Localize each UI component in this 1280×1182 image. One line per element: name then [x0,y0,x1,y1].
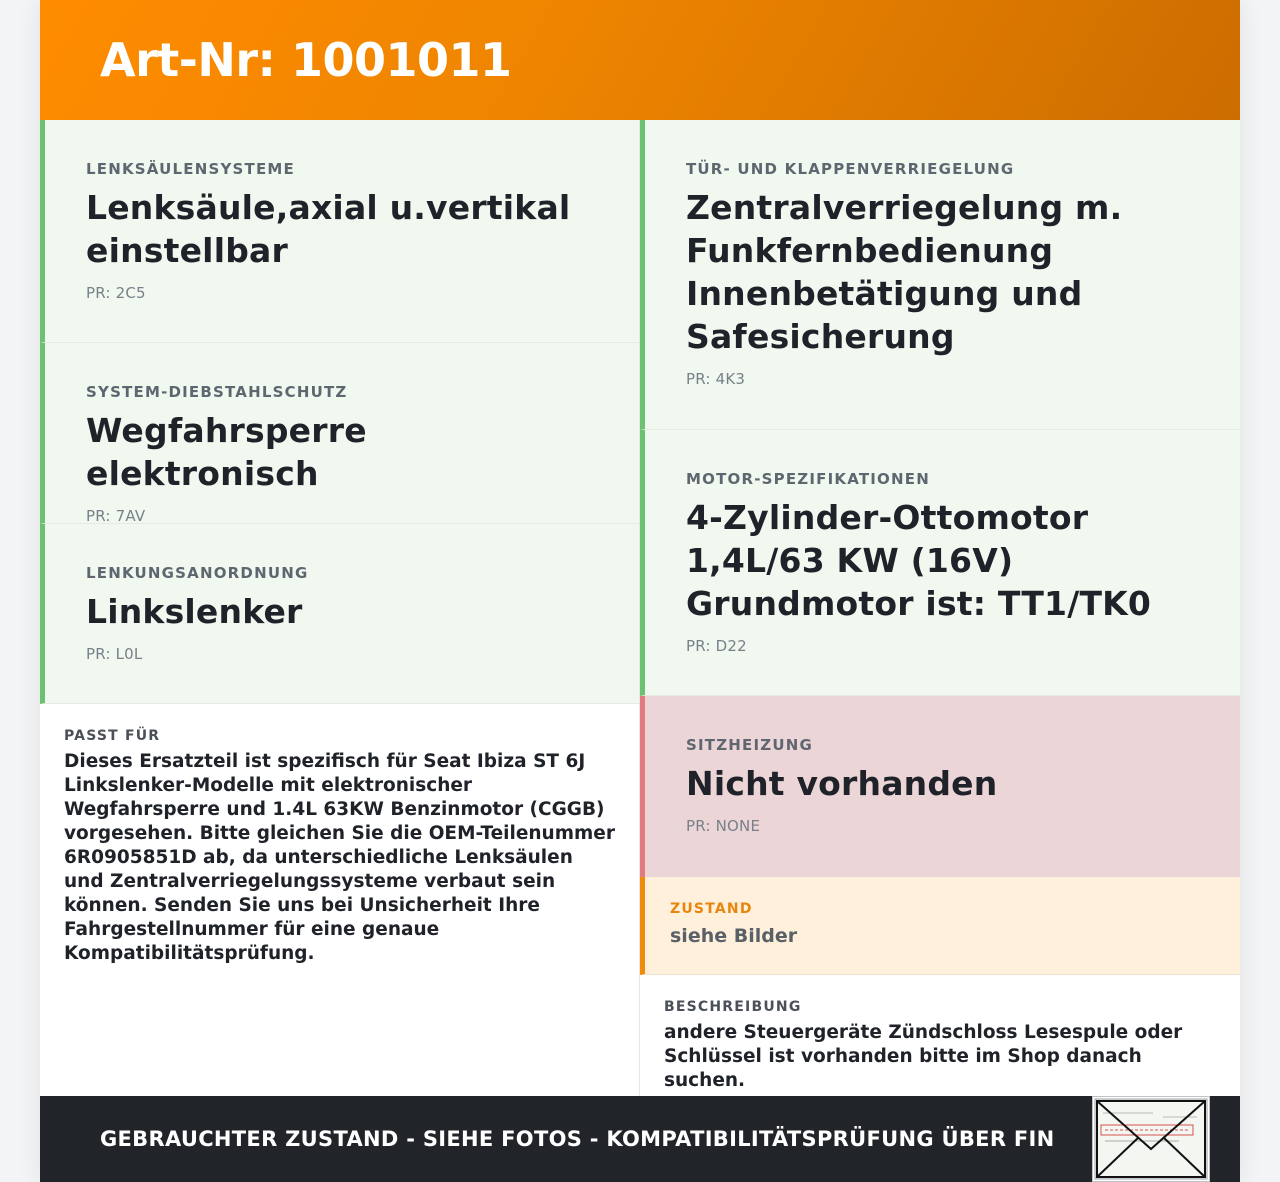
spec-category: SYSTEM-DIEBSTAHLSCHUTZ [86,383,348,401]
condition-label: ZUSTAND [670,901,753,917]
description-text: andere Steuergeräte Zündschloss Lesespule oder Schlüssel ist vorhanden bitte im Shop danach suchen. [664,1022,1183,1091]
fits-label: PASST FÜR [64,728,161,744]
description-section [640,975,1240,1093]
page-title: Art-Nr: 1001011 [100,33,512,87]
pr-code: PR: L0L [86,645,143,663]
spec-card-steering-column [40,120,639,343]
spec-value: Nicht vorhanden [686,764,998,803]
footer-text: GEBRAUCHTER ZUSTAND - SIEHE FOTOS - KOMPATIBILITÄTSPRÜFUNG ÜBER FIN [100,1127,1055,1151]
spec-value: Zentralverriegelung m. Funkfernbedienung Innenbetätigung und Safesicherung [686,188,1123,356]
pr-code: PR: 4K3 [686,370,746,388]
left-column [40,120,640,1096]
spec-value: Lenksäule,axial u.vertikal einstellbar [86,188,571,270]
condition-box [640,877,1240,975]
spec-value: Wegfahrsperre elektronisch [86,411,367,493]
spec-category: LENKUNGSANORDNUNG [86,564,309,582]
spec-columns [40,120,1240,1096]
right-column [640,120,1240,1096]
spec-category: SITZHEIZUNG [686,736,813,754]
pr-code: PR: 2C5 [86,284,146,302]
postage-stamp-image [1092,1096,1210,1182]
fits-text: Dieses Ersatzteil ist spezifisch für Seat Ibiza ST 6J Linkslenker-Modelle mit elektronischer Wegfahrsperre und 1.4L 63KW Benzinmotor (CGGB) vorgesehen. Bitte gleichen Sie die OEM-Teilenummer 6R0905851D ab, da unterschiedliche Lenksäulen und Zentralverriegelungssysteme verbaut sein können. Senden Sie uns bei Unsicherheit Ihre Fahrgestellnummer für eine genaue Kompatibilitätsprüfung. [64,751,615,964]
pr-code: PR: 7AV [86,507,146,525]
spec-value: 4-Zylinder-Ottomotor 1,4L/63 KW (16V) Grundmotor ist: TT1/TK0 [686,498,1152,623]
spec-card-steering-layout [40,524,639,704]
envelope-stamp-icon [1093,1097,1209,1181]
description-label: BESCHREIBUNG [664,999,802,1015]
spec-category: TÜR- UND KLAPPENVERRIEGELUNG [686,160,1015,178]
pr-code: PR: NONE [686,817,761,835]
fits-section [40,704,639,966]
product-sheet [40,0,1240,1182]
spec-category: LENKSÄULENSYSTEME [86,160,295,178]
spec-card-anti-theft [40,343,639,524]
footer-banner [40,1096,1240,1182]
spec-card-locking [640,120,1240,430]
spec-category: MOTOR-SPEZIFIKATIONEN [686,470,930,488]
pr-code: PR: D22 [686,637,747,655]
spec-card-seat-heating [640,696,1240,877]
header [40,0,1240,120]
condition-value: siehe Bilder [670,925,798,947]
spec-value: Linkslenker [86,592,303,631]
spec-card-engine [640,430,1240,696]
